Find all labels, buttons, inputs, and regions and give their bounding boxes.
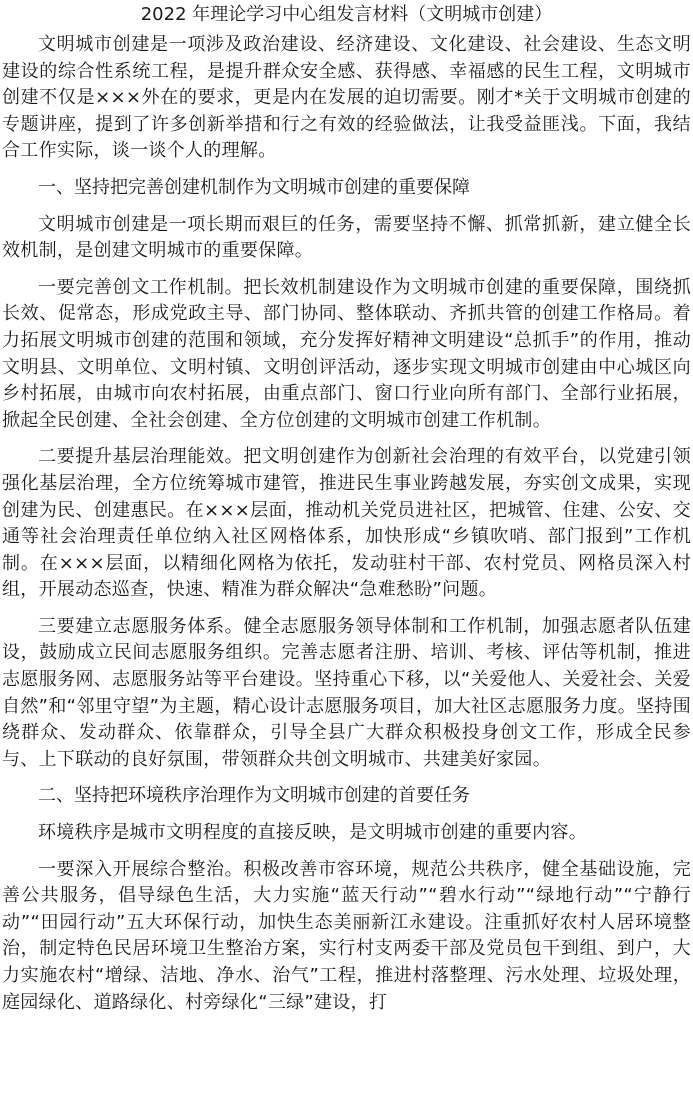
document-title: 2022 年理论学习中心组发言材料（文明城市创建） xyxy=(140,4,553,25)
section-heading-2: 二、坚持把环境秩序治理作为文明城市创建的首要任务 xyxy=(38,785,470,807)
section-heading-1: 一、坚持把完善创建机制作为文明城市创建的重要保障 xyxy=(38,176,470,198)
paragraph: 文明城市创建是一项长期而艰巨的任务，需要坚持不懈、抓常抓新，建立健全长效机制，是创建文明城市的重要保障。 xyxy=(2,213,691,262)
paragraph: 环境秩序是城市文明程度的直接反映，是文明城市创建的重要内容。 xyxy=(38,822,587,844)
document xyxy=(0,2,693,1016)
paragraph-intro: 文明城市创建是一项涉及政治建设、经济建设、文化建设、社会建设、生态文明建设的综合性系统工程，是提升群众安全感、获得感、幸福感的民生工程，文明城市创建不仅是×××外在的要求，更是内在发展的迫切需要。刚才*关于文明城市创建的专题讲座，提到了许多创新举措和行之有效的经验做法，让我受益匪浅。下面，我结合工作实际，谈一谈个人的理解。 xyxy=(2,34,691,162)
paragraph: 一要深入开展综合整治。积极改善市容环境，规范公共秩序，健全基础设施，完善公共服务，倡导绿色生活，大力实施“蓝天行动”“碧水行动”“绿地行动”“宁静行动”“田园行动”五大环保行动，加快生态美丽新江永建设。注重抓好农村人居环境整治，制定特色民居环境卫生整治方案，实行村支两委干部及党员包干到组、到户，大力实施农村“增绿、洁地、净水、治气”工程，推进村落整理、污水处理、垃圾处理，庭园绿化、道路绿化、村旁绿化“三绿”建设，打 xyxy=(2,858,691,1013)
paragraph: 三要建立志愿服务体系。健全志愿服务领导体制和工作机制，加强志愿者队伍建设，鼓励成立民间志愿服务组织。完善志愿者注册、培训、考核、评估等机制，推进志愿服务网、志愿服务站等平台建设。坚持重心下移，以“关爱他人、关爱社会、关爱自然”和“邻里守望”为主题，精心设计志愿服务项目，加大社区志愿服务力度。坚持围绕群众、发动群众、依靠群众，引导全县广大群众积极投身创文工作，形成全民参与、上下联动的良好氛围，带领群众共创文明城市、共建美好家园。 xyxy=(2,615,691,770)
paragraph: 一要完善创文工作机制。把长效机制建设作为文明城市创建的重要保障，围绕抓长效、促常态，形成党政主导、部门协同、整体联动、齐抓共管的创建工作格局。着力拓展文明城市创建的范围和领域，充分发挥好精神文明建设“总抓手”的作用，推动文明县、文明单位、文明村镇、文明创评活动，逐步实现文明城市创建由中心城区向乡村拓展，由城市向农村拓展，由重点部门、窗口行业向所有部门、全部行业拓展，掀起全民创建、全社会创建、全方位创建的文明城市创建工作机制。 xyxy=(2,276,691,431)
paragraph: 二要提升基层治理能效。把文明创建作为创新社会治理的有效平台，以党建引领强化基层治理，全方位统筹城市建管，推进民生事业跨越发展，夯实创文成果，实现创建为民、创建惠民。在×××层面，推动机关党员进社区，把城管、住建、公安、交通等社会治理责任单位纳入社区网格体系，加快形成“乡镇吹哨、部门报到”工作机制。在×××层面，以精细化网格为依托，发动驻村干部、农村党员、网格员深入村组，开展动态巡查，快速、精准为群众解决“急难愁盼”问题。 xyxy=(2,446,691,601)
